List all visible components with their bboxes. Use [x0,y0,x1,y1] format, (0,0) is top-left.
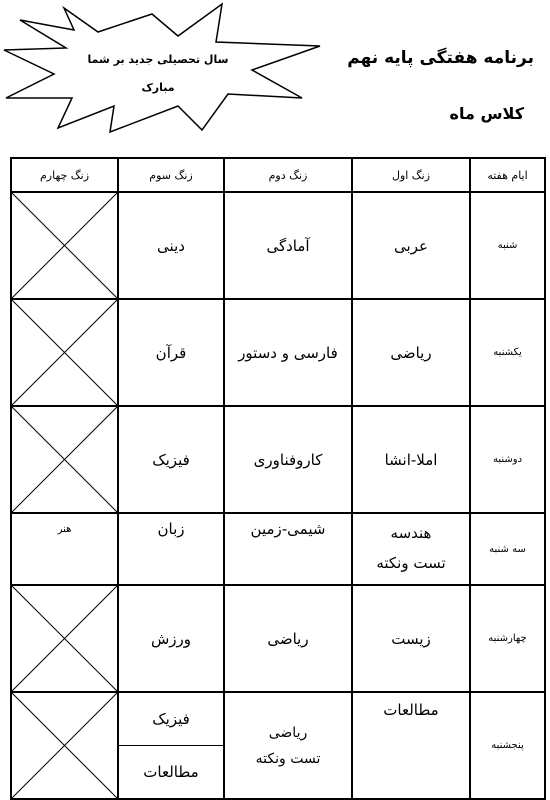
period-line-2: تست ونکته [376,554,446,572]
period-cell: زبان [118,513,224,585]
table-row [11,692,545,799]
period-cell: ریاضی [352,299,470,406]
empty-crossed-cell [11,692,118,799]
empty-crossed-cell [11,406,118,513]
period-cell: کاروفناوری [224,406,352,513]
period-cell [224,692,352,799]
period-cell: آمادگی [224,192,352,299]
greeting-line-2: مبارک [141,81,175,94]
period-cell: مطالعات [352,692,470,799]
period-line-2: مطالعات [119,745,223,798]
schedule-table [10,157,546,800]
table-header-row [11,158,545,192]
period-cell: عربی [352,192,470,299]
period-line-1: فیزیک [152,710,190,728]
period-cell: زیست [352,585,470,692]
period-cell [118,692,224,799]
day-cell: پنجشنبه [470,692,545,799]
period-cell [352,513,470,585]
period-line-2: تست ونکته [255,750,321,767]
period-line-1: ریاضی [268,724,308,741]
empty-crossed-cell [11,192,118,299]
table-row [11,299,545,406]
page-title: برنامه هفتگی پایه نهم [347,48,534,68]
empty-crossed-cell [11,585,118,692]
class-label: کلاس ماه [449,104,524,123]
period-cell: فیزیک [118,406,224,513]
period-cell: ورزش [118,585,224,692]
day-cell: شنبه [470,192,545,299]
day-cell: یکشنبه [470,299,545,406]
period-cell: املا-انشا [352,406,470,513]
header-period-3: زنگ سوم [118,158,224,192]
day-cell: چهارشنبه [470,585,545,692]
period-cell: هنر [11,513,118,585]
table-row [11,585,545,692]
period-cell: قرآن [118,299,224,406]
table-row [11,406,545,513]
period-cell: دینی [118,192,224,299]
greeting-line-1: سال تحصیلی جدید بر شما [87,53,229,66]
period-cell: فارسی و دستور [224,299,352,406]
table-row [11,513,545,585]
header-period-2: زنگ دوم [224,158,352,192]
day-cell: دوشنبه [470,406,545,513]
period-cell: شیمی-زمین [224,513,352,585]
empty-crossed-cell [11,299,118,406]
table-row [11,192,545,299]
header-period-1: زنگ اول [352,158,470,192]
period-line-1: هندسه [390,524,432,542]
day-cell: سه شنبه [470,513,545,585]
header-day: ایام هفته [470,158,545,192]
header-period-4: زنگ چهارم [11,158,118,192]
period-cell: ریاضی [224,585,352,692]
